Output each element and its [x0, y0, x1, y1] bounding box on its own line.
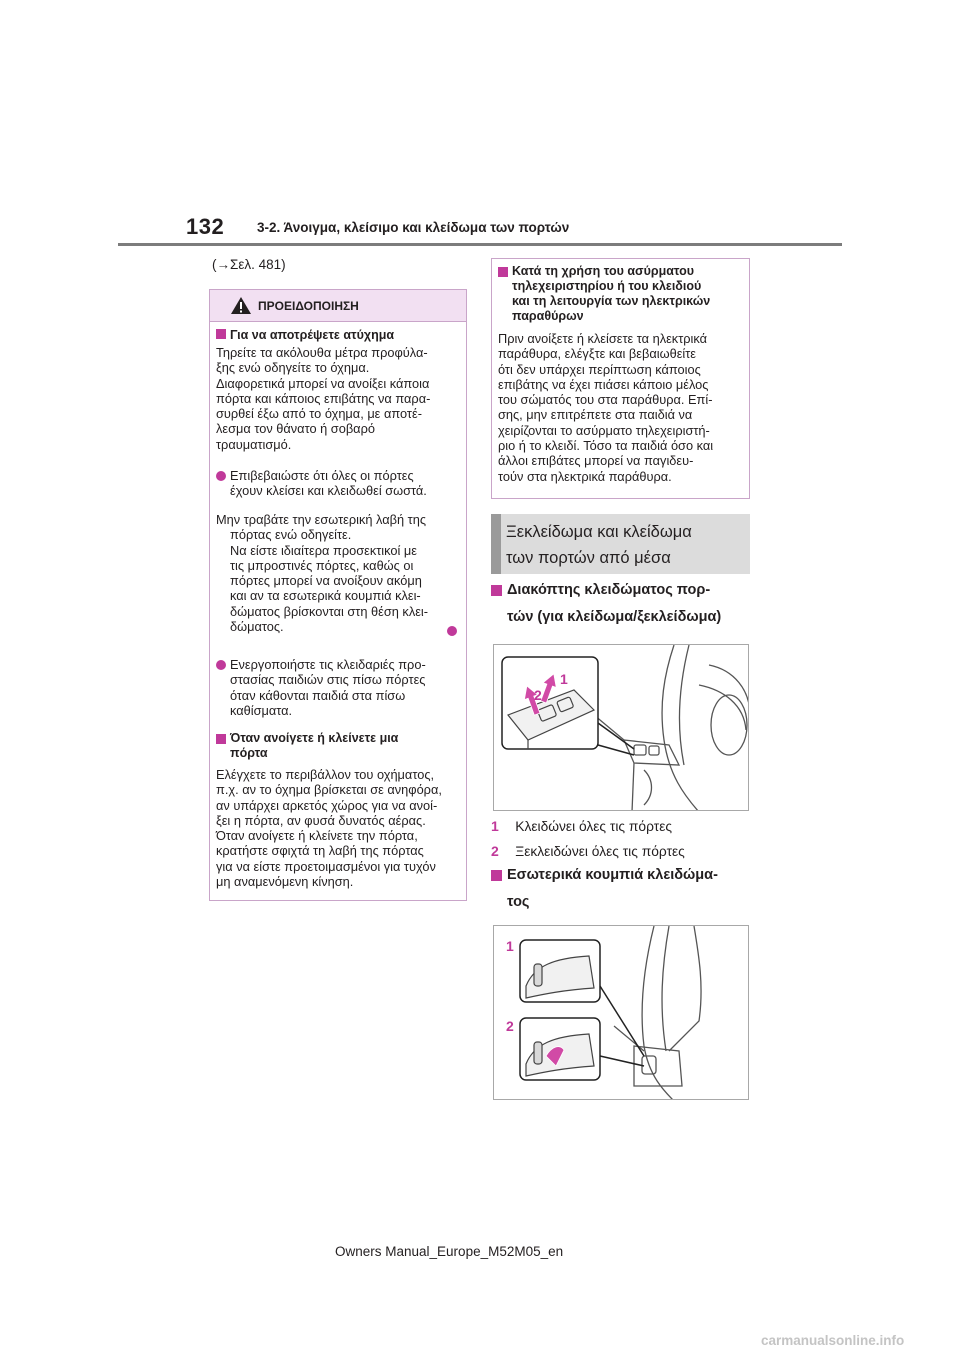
section-heading: Ξεκλείδωμα και κλείδωμα των πορτών από μέσα — [506, 523, 692, 567]
figure2-label-2: 2 — [506, 1018, 514, 1034]
figure1-label-2: 2 — [534, 687, 542, 703]
square-bullet-icon — [491, 585, 502, 596]
footer-text: Owners Manual_Europe_M52M05_en — [335, 1244, 564, 1259]
sub-heading-door-lock-switch: Διακόπτης κλειδώματος πορ- τών (για κλείδωμα/ξεκλείδωμα) — [491, 577, 721, 631]
square-bullet-icon — [498, 267, 508, 277]
warning-header — [210, 290, 466, 322]
sub-heading-inside-lock-buttons: Εσωτερικά κουμπιά κλειδώμα- τος — [491, 862, 718, 916]
circle-bullet-icon — [216, 660, 226, 670]
header-rule — [118, 243, 842, 246]
section-heading-band — [491, 514, 750, 574]
warning-box — [209, 289, 467, 901]
watermark-text: carmanualsonline.info — [761, 1333, 905, 1348]
section-title: 3-2. Άνοιγμα, κλείσιμο και κλείδωμα των πορτών — [257, 220, 570, 235]
figure1-label-1: 1 — [560, 671, 568, 687]
figure2-label-1: 1 — [506, 938, 514, 954]
inside-lock-buttons-figure — [493, 925, 749, 1100]
list-item: 2 Ξεκλειδώνει όλες τις πόρτες — [491, 843, 685, 859]
page-number: 132 — [186, 214, 225, 239]
warning-block2-text: Ελέγχετε το περιβάλλον του οχήματος, π.χ. αν το όχημα βρίσκεται σε ανηφόρα, αν υπάρχει αρκετός χώρος για να ανοί- ξει η πόρτα, αν φυσά δυνατός αέρας. Όταν ανοίγετε ή κλείνετε την πόρτα, κρατήστε σφιχτά τη λαβή της πόρτας για να είστε προετοιμασμένοι για τυχόν μη αναμενόμενη κίνηση. — [216, 767, 442, 890]
square-bullet-icon — [216, 329, 226, 339]
warning-block1-heading: Για να αποτρέψετε ατύχημα — [216, 326, 394, 344]
warning-para: Μην τραβάτε την εσωτερική λαβή της πόρτας ενώ οδηγείτε. Να είστε ιδιαίτερα προσεκτικοί με τις μπροστινές πόρτες, καθώς οι πόρτες μπορεί να ανοίξουν ακόμη και αν τα εσωτερικά κουμπιά κλει- δώματος βρίσκονται στη θέση κλει- δώματος. — [216, 512, 429, 635]
square-bullet-icon — [216, 734, 226, 744]
info-box — [491, 258, 750, 499]
info-text: Πριν ανοίξετε ή κλείσετε τα ηλεκτρικά παράθυρα, ελέγξτε και βεβαιωθείτε ότι δεν υπάρχει περίπτωση κάποιος επιβάτης να έχει πιάσει κάποιο μέλος του σώματός του στα παράθυρα. Επί- σης, μην επιτρέπετε στα παιδιά να χειρίζονται το ασύρματο τηλεχειριστή- ριο ή το κλειδί. Τόσο τα παιδιά όσο και άλλοι επιβάτες μπορεί να παγιδευ- τούν στα ηλεκτρικά παράθυρα. — [498, 331, 714, 484]
section-band-bar — [491, 514, 501, 574]
list-item: 1 Κλειδώνει όλες τις πόρτες — [491, 818, 673, 834]
warning-block2-heading: Όταν ανοίγετε ή κλείνετε μια πόρτα — [216, 731, 398, 761]
inside-lock-buttons-illustration — [494, 926, 749, 1100]
circle-bullet-icon — [216, 471, 226, 481]
continue-marker-icon — [447, 626, 457, 636]
warning-bullet-1: Επιβεβαιώστε ότι όλες οι πόρτες έχουν κλείσει και κλειδωθεί σωστά. — [216, 468, 427, 499]
door-lock-switch-illustration — [494, 645, 749, 811]
info-heading: Κατά τη χρήση του ασύρματου τηλεχειριστηρίου ή του κλειδιού και τη λειτουργία των ηλεκτρικών παραθύρων — [498, 264, 710, 324]
square-bullet-icon — [491, 870, 502, 881]
warning-block1-text: Τηρείτε τα ακόλουθα μέτρα προφύλα- ξης ενώ οδηγείτε το όχημα. Διαφορετικά μπορεί να ανοίξει κάποια πόρτα και κάποιος επιβάτης να παρα- συρθεί έξω από το όχημα, με αποτέ- λεσμα τον θάνατο ή σοβαρό τραυματισμό. — [216, 345, 431, 452]
warning-title: ΠΡΟΕΙΔΟΠΟΙΗΣΗ — [258, 299, 359, 313]
warning-bullet-2: Ενεργοποιήστε τις κλειδαριές προ- στασίας παιδιών στις πίσω πόρτες όταν κάθονται παιδιά στα πίσω καθίσματα. — [216, 657, 426, 718]
door-lock-switch-figure — [493, 644, 749, 811]
warning-triangle-icon — [230, 296, 252, 315]
page-reference: (→Σελ. 481) — [212, 257, 286, 272]
